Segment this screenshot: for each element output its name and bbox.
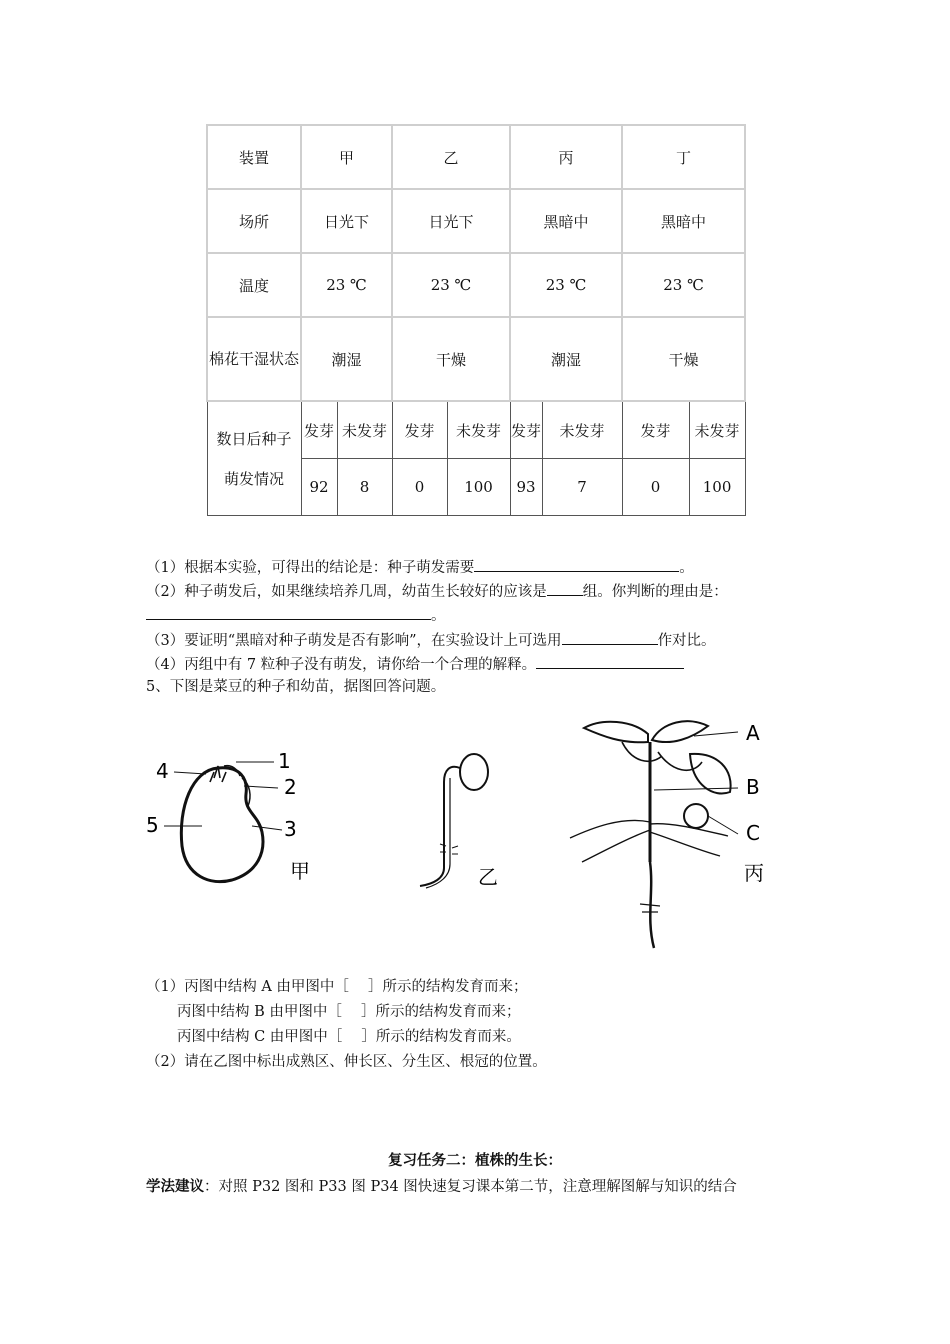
table-cell-result-label: [207, 401, 301, 516]
label-line-a: [694, 732, 738, 736]
table-cell: 未发芽: [337, 401, 392, 459]
question-1-suffix: 。: [679, 560, 694, 576]
table-cell: 发芽: [392, 401, 447, 459]
table-cell: 7: [542, 459, 622, 516]
table-cell: 甲: [301, 125, 392, 189]
table-cell: 乙: [392, 125, 510, 189]
table-cell: 未发芽: [447, 401, 510, 459]
question-3: [146, 629, 716, 651]
answer-blank[interactable]: [547, 580, 583, 596]
root-hairs: [440, 844, 458, 854]
question-2-suffix: 。: [431, 608, 446, 624]
seedling-label-a: A: [746, 721, 760, 745]
question-5-1a: （1）丙图中结构 A 由甲图中［ ］所示的结构发育而来；: [146, 979, 528, 995]
leaf-right: [652, 721, 708, 742]
table-cell: 干燥: [622, 317, 745, 401]
table-cell: 100: [689, 459, 745, 516]
answer-blank[interactable]: [474, 556, 679, 572]
table-cell: 黑暗中: [622, 189, 745, 253]
table-cell: 23 ℃: [392, 253, 510, 317]
question-4: [146, 653, 684, 675]
table-cell: 23 ℃: [301, 253, 392, 317]
question-4-text: （4）丙组中有 7 粒种子没有萌发，请你给一个合理的解释。: [146, 657, 537, 673]
table-cell: 23 ℃: [622, 253, 745, 317]
seed-outline: [181, 768, 263, 882]
table-cell: 发芽: [510, 401, 542, 459]
question-1-text: （1）根据本实验，可得出的结论是：种子萌发需要: [146, 560, 475, 576]
table-row-device: [207, 125, 745, 189]
table-cell: 0: [622, 459, 689, 516]
seed-label-2: 2: [284, 775, 297, 799]
seed-figure-name: 甲: [290, 859, 310, 883]
seedling-figure-name: 丙: [744, 861, 764, 885]
answer-blank[interactable]: [536, 653, 684, 669]
seed-label-3: 3: [284, 817, 297, 841]
question-2-line2: [146, 604, 446, 626]
table-row-germination-header: [207, 401, 745, 459]
advice-text: ：对照 P32 图和 P33 图 P34 图快速复习课本第二节，注意理解图解与知识的结合: [204, 1179, 737, 1195]
question-5-title: 5、下图是菜豆的种子和幼苗，据图回答问题。: [146, 679, 446, 695]
radicle-path: [420, 767, 460, 886]
table-cell: 温度: [207, 253, 301, 317]
label-line-b: [654, 788, 738, 790]
table-cell: 日光下: [392, 189, 510, 253]
table-cell: 23 ℃: [510, 253, 622, 317]
table-cell: 装置: [207, 125, 301, 189]
table-cell: 93: [510, 459, 542, 516]
seed-label-4: 4: [156, 759, 169, 783]
table-cell: 场所: [207, 189, 301, 253]
radicle-inner-path: [426, 778, 450, 888]
table-cell: 未发芽: [542, 401, 622, 459]
sprout-figure-name: 乙: [478, 865, 498, 889]
table-cell: 0: [392, 459, 447, 516]
table-row-place: [207, 189, 745, 253]
seed-label-1: 1: [278, 749, 291, 773]
task-advice: [146, 1177, 737, 1197]
table-cell: 发芽: [301, 401, 337, 459]
table-cell: 92: [301, 459, 337, 516]
answer-blank[interactable]: [146, 604, 431, 620]
label-line-3: [252, 826, 282, 830]
question-3-text: （3）要证明“黑暗对种子萌发是否有影响”，在实验设计上可选用: [146, 633, 562, 649]
sprouting-seed-diagram: [410, 748, 520, 898]
table-cell: 发芽: [622, 401, 689, 459]
table-cell: 丙: [510, 125, 622, 189]
table-cell: 100: [447, 459, 510, 516]
cotyledon: [690, 754, 731, 794]
table-cell: 黑暗中: [510, 189, 622, 253]
seedling-diagram: [562, 712, 782, 956]
question-5-1b: 丙图中结构 B 由甲图中［ ］所示的结构发育而来；: [177, 1004, 521, 1020]
seed-body: [460, 754, 488, 790]
table-cell: 潮湿: [510, 317, 622, 401]
table-cell: 日光下: [301, 189, 392, 253]
result-label-line1: 数日后种子: [216, 429, 292, 448]
table-cell: 棉花干湿状态: [207, 317, 301, 401]
table-cell: 未发芽: [689, 401, 745, 459]
question-5-2: （2）请在乙图中标出成熟区、伸长区、分生区、根冠的位置。: [146, 1054, 547, 1070]
question-2-line1: [146, 580, 728, 602]
question-1: [146, 556, 694, 578]
question-3-suffix: 作对比。: [657, 633, 716, 649]
table-cell: 潮湿: [301, 317, 392, 401]
table-cell: 丁: [622, 125, 745, 189]
table-cell: 8: [337, 459, 392, 516]
result-label-line2: 萌发情况: [223, 469, 284, 488]
label-line-4: [174, 772, 206, 774]
table-row-cotton: [207, 317, 745, 401]
seedling-label-b: B: [746, 775, 760, 799]
seedling-label-c: C: [746, 821, 760, 845]
experiment-table: [206, 124, 746, 516]
question-2-text-a: （2）种子萌发后，如果继续培养几周，幼苗生长较好的应该是: [146, 584, 547, 600]
question-5-1c: 丙图中结构 C 由甲图中［ ］所示的结构发育而来。: [177, 1029, 521, 1045]
table-cell: 干燥: [392, 317, 510, 401]
table-row-temperature: [207, 253, 745, 317]
question-2-text-b: 组。你判断的理由是：: [582, 584, 728, 600]
answer-blank[interactable]: [562, 629, 658, 645]
task-title: 复习任务二：植株的生长：: [388, 1152, 562, 1169]
label-line-c: [708, 816, 738, 834]
leaf-left: [584, 722, 648, 743]
seed-label-5: 5: [146, 813, 159, 837]
advice-label: 学法建议: [146, 1178, 204, 1195]
seed-coat-circle: [684, 804, 708, 828]
seed-diagram: [140, 748, 340, 896]
